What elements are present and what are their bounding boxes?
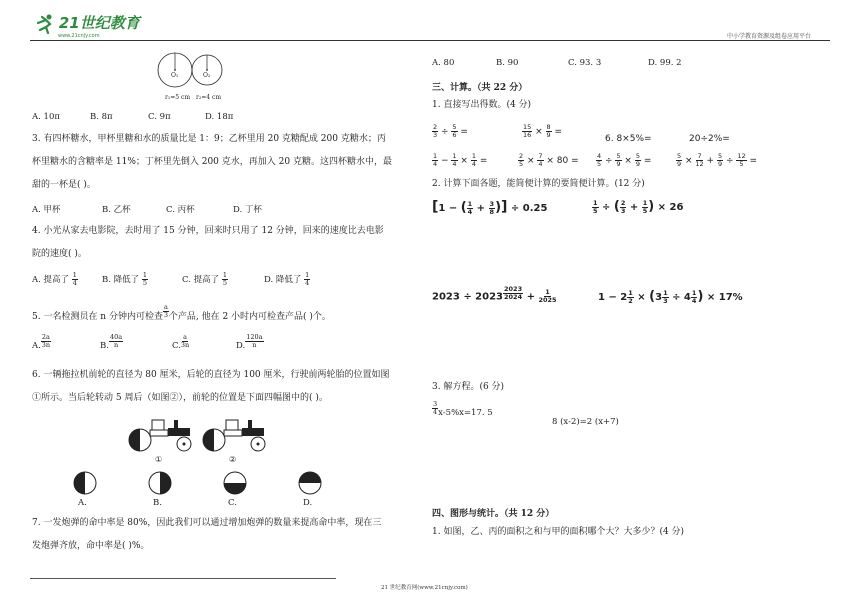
circle-label-o1: O₁ xyxy=(171,72,179,79)
wheel-option-b-icon xyxy=(147,470,173,496)
logo-text: 21世纪教育 xyxy=(58,14,140,32)
calc-r2-c2: $\frac{2}{5}$ × $\frac{7}{4}$ × 80 = xyxy=(519,152,579,168)
q7-option-a: A. 80 xyxy=(432,58,455,68)
wheel-option-c-icon xyxy=(222,470,248,496)
q5-text: 5. 一名检测员在 n 分钟内可检查 $\frac{a}{3}$ 个产品, 他在 2 小时内可检查产品( )个。 xyxy=(32,303,331,322)
equation-1: $\frac{3}{4}$ x-5%x=17. 5 xyxy=(433,400,493,418)
q4-option-c-fraction: $\frac{1}{5}$ xyxy=(222,271,227,287)
tractor-label-2: ② xyxy=(229,455,237,464)
s3-q1-title: 1. 直接写出得数。(4 分) xyxy=(432,100,532,110)
q7-option-b: B. 90 xyxy=(496,58,519,68)
calc-expr-1: [1 − ( $\frac{1}{4}$ + $\frac{3}{8}$ )] ÷ 0.25 xyxy=(432,199,548,216)
q4-line-2: 院的速度( )。 xyxy=(32,249,87,259)
wheel-option-a-icon xyxy=(72,470,98,496)
calc-expr-3: 2023 ÷ 2023 $\frac{2023}{2024}$ + $\frac{1}{2025}$ xyxy=(432,285,557,304)
left-bottom-rule xyxy=(30,578,336,579)
q4-option-b: B. 降低了 $\frac{1}{5}$ xyxy=(102,271,147,287)
q3-option-b: B. 乙杯 xyxy=(102,205,131,215)
tractor-label-1: ① xyxy=(155,455,163,464)
q5-option-c: C. $\frac{a}{3n}$ xyxy=(172,333,190,351)
q4-option-d: D. 降低了 $\frac{1}{4}$ xyxy=(264,271,310,287)
q3-line-1: 3. 有四杯糖水，甲杯里糖和水的质量比是 1：9；乙杯里用 20 克糖配成 200 克糖水；丙 xyxy=(32,134,386,144)
q7-option-d: D. 99. 2 xyxy=(648,58,682,68)
s3-q3-title: 3. 解方程。(6 分) xyxy=(432,382,505,392)
footer-text: 21 世纪教育网(www.21cnjy.com) xyxy=(381,585,468,591)
q3-option-a: A. 甲杯 xyxy=(32,205,61,215)
q6-line-2: ①所示。当后轮转动 5 周后（如图②），前轮的位置是下面四幅图中的( )。 xyxy=(32,393,328,403)
calc-r1-c2: $\frac{15}{16}$ × $\frac{8}{9}$ = xyxy=(523,123,563,139)
equation-2: 8 (x-2)=2 (x+7) xyxy=(552,417,619,427)
circle-label-r1: r₁=5 cm xyxy=(165,94,191,101)
q4-option-d-fraction: $\frac{1}{4}$ xyxy=(305,271,310,287)
calc-r2-c3: $\frac{4}{5}$ ÷ $\frac{5}{9}$ × $\frac{5}{9}$ = xyxy=(597,152,652,168)
q6-option-a: A. xyxy=(78,498,87,508)
circle-label-o2: O₂ xyxy=(203,72,211,79)
q3-option-d: D. 丁杯 xyxy=(233,205,262,215)
section-3-title: 三、计算。（共 22 分） xyxy=(432,83,528,93)
q5-fraction: $\frac{a}{3}$ xyxy=(163,303,168,319)
section-4-title: 四、图形与统计。（共 12 分） xyxy=(432,509,555,519)
calc-r1-c3: 6. 8×5%= xyxy=(605,134,652,144)
platform-name: 中小学教育资源及组卷应用平台 xyxy=(727,33,812,40)
calc-r1-c1: $\frac{2}{3}$ ÷ $\frac{5}{6}$ = xyxy=(433,123,468,139)
calc-expr-4: 1 − 2 $\frac{1}{2}$ × (3 $\frac{1}{3}$ ÷ 4 $\frac{1}{4}$ ) × 17% xyxy=(598,288,743,305)
q6-option-c: C. xyxy=(228,498,237,508)
runner-logo-icon xyxy=(34,14,56,34)
q2-option-d: D. 18π xyxy=(205,112,234,122)
q4-line-1: 4. 小光从家去电影院，去时用了 15 分钟，回来时只用了 12 分钟，回来的速度比去电影 xyxy=(32,226,384,236)
q6-line-1: 6. 一辆拖拉机前轮的直径为 80 厘米，后轮的直径为 100 厘米，行驶前两轮胎的位置如图 xyxy=(32,370,390,380)
q4-option-c: C. 提高了 $\frac{1}{5}$ xyxy=(182,271,227,287)
calc-r1-c4: 20÷2%= xyxy=(689,134,730,144)
q2-option-a: A. 10π xyxy=(32,112,60,122)
wheel-option-d-icon xyxy=(297,470,323,496)
tractor-figure-2 xyxy=(200,416,275,456)
q2-option-c: C. 9π xyxy=(148,112,171,122)
q2-option-b: B. 8π xyxy=(90,112,113,122)
q6-option-d: D. xyxy=(303,498,313,508)
q7-option-c: C. 93. 3 xyxy=(568,58,602,68)
q5-option-b: B. $\frac{40a}{n}$ xyxy=(100,333,123,351)
q3-line-2: 杯里糖水的含糖率是 11%；丁杯里先倒入 200 克水，再加入 20 克糖。这四杯糖水中，最 xyxy=(32,157,392,167)
s3-q2-title: 2. 计算下面各题，能简便计算的要简便计算。(12 分) xyxy=(432,179,645,189)
logo-url: www.21cnjy.com xyxy=(58,33,100,39)
calc-r2-c1: $\frac{1}{4}$ − $\frac{1}{4}$ × $\frac{1}{4}$ = xyxy=(433,152,488,168)
q5-option-a: A. $\frac{2a}{3n}$ xyxy=(32,333,51,351)
s4-q1-text: 1. 如图，乙、丙的面积之和与甲的面积哪个大？大多少？(4 分) xyxy=(432,527,685,537)
q6-option-b: B. xyxy=(153,498,162,508)
calc-expr-2: $\frac{1}{5}$ ÷ ( $\frac{2}{3}$ + $\frac{1}{5}$ ) × 26 xyxy=(593,198,684,215)
q7-line-1: 7. 一发炮弹的命中率是 80%，因此我们可以通过增加炮弹的数量来提高命中率，现在三 xyxy=(32,518,382,528)
q4-option-a: A. 提高了 $\frac{1}{4}$ xyxy=(32,271,77,287)
q3-option-c: C. 丙杯 xyxy=(166,205,195,215)
tractor-figure-1 xyxy=(126,416,201,456)
header-rule xyxy=(30,40,830,41)
q4-option-a-fraction: $\frac{1}{4}$ xyxy=(72,271,77,287)
q7-line-2: 发炮弹齐放，命中率是( )%。 xyxy=(32,541,150,551)
q4-option-b-fraction: $\frac{1}{5}$ xyxy=(142,271,147,287)
q5-option-d: D. $\frac{120a}{n}$ xyxy=(236,333,263,351)
calc-r2-c4: $\frac{5}{9}$ × $\frac{7}{12}$ + $\frac{5}{9}$ ÷ $\frac{12}{5}$ = xyxy=(677,152,758,168)
circle-label-r2: r₂=4 cm xyxy=(196,94,222,101)
q3-line-3: 甜的一杯是( )。 xyxy=(32,180,96,190)
